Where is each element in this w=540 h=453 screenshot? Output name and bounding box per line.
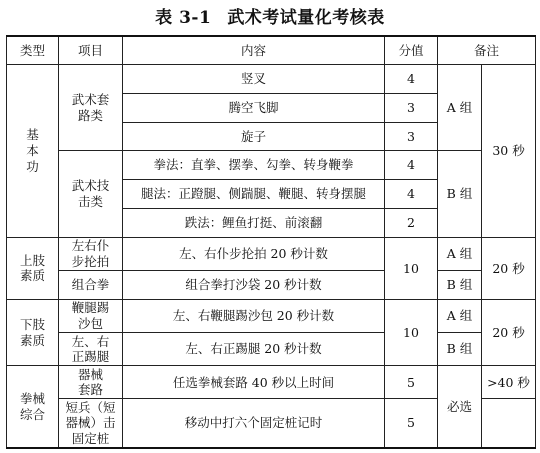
group-cell: A 组	[438, 237, 482, 270]
table-row	[7, 366, 536, 399]
item-cell: 左、右正踢腿	[59, 332, 123, 366]
score-cell: 3	[385, 94, 438, 122]
group-cell: B 组	[438, 151, 482, 237]
table-row	[7, 332, 536, 366]
content-cell: 跌法：鲤鱼打挺、前滚翻	[123, 209, 385, 237]
content-cell: 拳法：直拳、摆拳、勾拳、转身鞭拳	[123, 151, 385, 179]
score-cell: 2	[385, 209, 438, 237]
item-combat: 武术技击类	[59, 151, 123, 237]
time-cell: >40 秒	[482, 366, 536, 399]
type-upper: 上肢素质	[7, 237, 59, 299]
assessment-table	[6, 35, 536, 449]
group-cell: B 组	[438, 332, 482, 366]
group-cell: B 组	[438, 270, 482, 299]
note-cell: 必选	[438, 366, 482, 448]
content-cell: 组合拳打沙袋 20 秒计数	[123, 270, 385, 299]
score-cell: 5	[385, 399, 438, 448]
time-cell: 30 秒	[482, 64, 536, 237]
header-note: 备注	[438, 36, 536, 64]
score-cell: 3	[385, 122, 438, 150]
score-cell: 4	[385, 179, 438, 208]
item-cell: 器械套路	[59, 366, 123, 399]
content-cell: 左、右正踢腿 20 秒计数	[123, 332, 385, 366]
score-cell: 4	[385, 64, 438, 93]
item-cell: 左右仆步抡拍	[59, 237, 123, 270]
content-cell: 旋子	[123, 122, 385, 150]
group-cell: A 组	[438, 64, 482, 150]
content-cell: 左、右仆步抡拍 20 秒计数	[123, 237, 385, 270]
content-cell: 竖叉	[123, 64, 385, 93]
header-type: 类型	[7, 36, 59, 64]
table-row	[7, 151, 536, 179]
item-routine: 武术套路类	[59, 64, 123, 150]
table-row	[7, 237, 536, 270]
table-row	[7, 270, 536, 299]
type-weapon: 拳械综合	[7, 366, 59, 448]
type-basic: 基本功	[7, 64, 59, 237]
table-title-text: 武术考试量化考核表	[227, 8, 385, 28]
content-cell: 腾空飞脚	[123, 94, 385, 122]
item-cell: 组合拳	[59, 270, 123, 299]
content-cell: 腿法：正蹬腿、侧踹腿、鞭腿、转身摆腿	[123, 179, 385, 208]
header-row	[7, 36, 536, 64]
score-cell: 5	[385, 366, 438, 399]
item-cell: 短兵（短器械）击固定桩	[59, 399, 123, 448]
time-cell: 20 秒	[482, 300, 536, 366]
content-cell: 移动中打六个固定桩记时	[123, 399, 385, 448]
score-cell: 10	[385, 237, 438, 299]
header-content: 内容	[123, 36, 385, 64]
table-row	[7, 300, 536, 333]
item-cell: 鞭腿踢沙包	[59, 300, 123, 333]
score-cell: 10	[385, 300, 438, 366]
group-cell: A 组	[438, 300, 482, 333]
time-cell	[482, 399, 536, 448]
table-row	[7, 64, 536, 93]
score-cell: 4	[385, 151, 438, 179]
time-cell: 20 秒	[482, 237, 536, 299]
table-number: 表 3-1	[155, 8, 212, 28]
content-cell: 任选拳械套路 40 秒以上时间	[123, 366, 385, 399]
table-title	[0, 3, 540, 28]
type-lower: 下肢素质	[7, 300, 59, 366]
header-score: 分值	[385, 36, 438, 64]
content-cell: 左、右鞭腿踢沙包 20 秒计数	[123, 300, 385, 333]
header-item: 项目	[59, 36, 123, 64]
